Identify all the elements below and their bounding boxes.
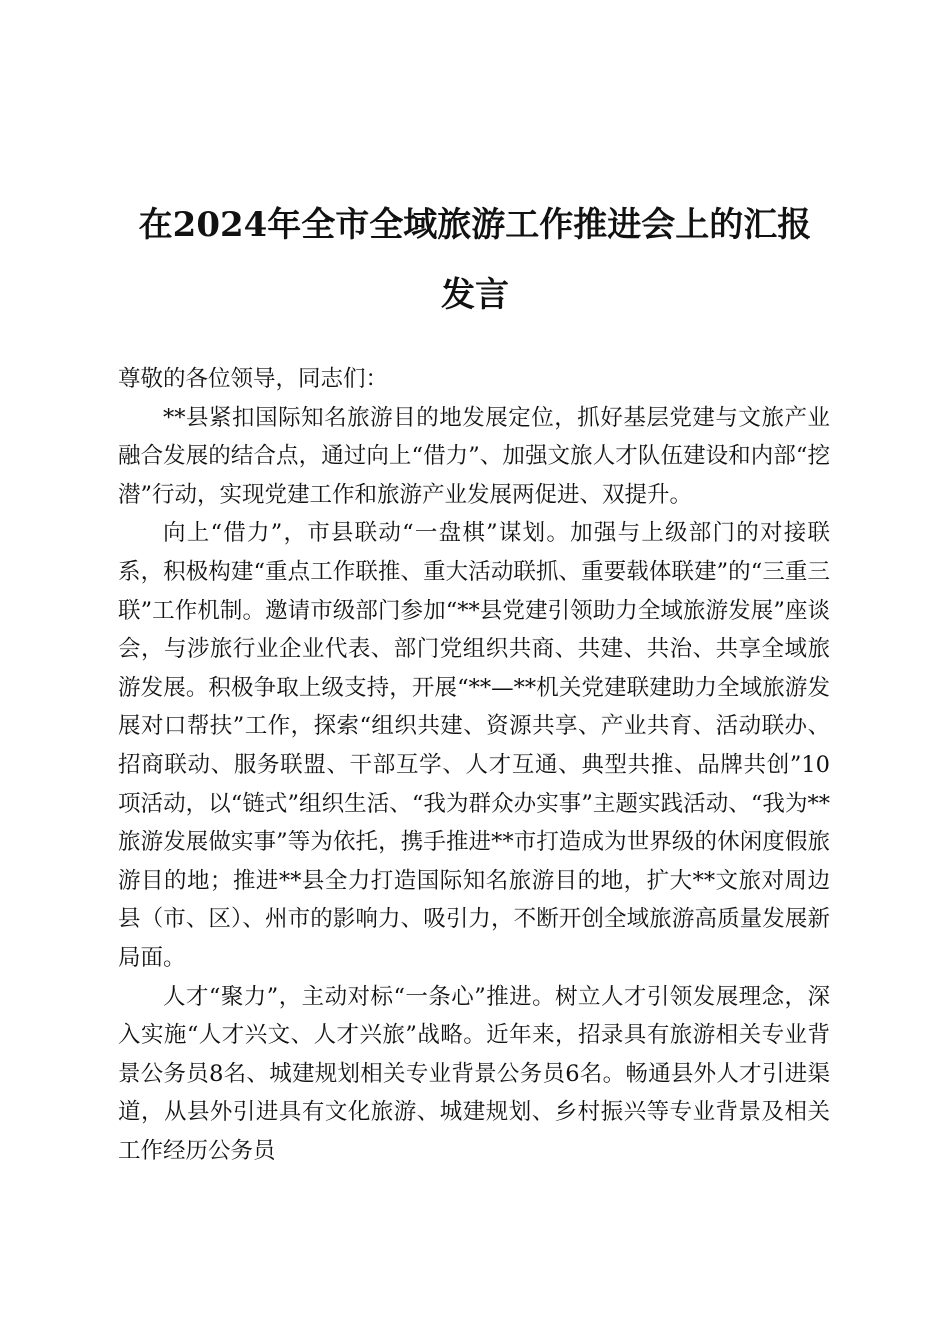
document-body: [118, 360, 830, 1170]
paragraph-talent: 人才“聚力”，主动对标“一条心”推进。树立人才引领发展理念，深入实施“人才兴文、人才兴旅”战略。近年来，招录具有旅游相关专业背景公务员8名、城建规划相关专业背景公务员6名。畅通县外人才引进渠道，从县外引进具有文化旅游、城建规划、乡村振兴等专业背景及相关工作经历公务员: [118, 983, 830, 1164]
title-line-1: 在2024年全市全域旅游工作推进会上的汇报: [138, 205, 812, 245]
salutation: 尊敬的各位领导，同志们：: [118, 366, 389, 392]
paragraph-borrow-strength: 向上“借力”，市县联动“一盘棋”谋划。加强与上级部门的对接联系，积极构建“重点工作联推、重大活动联抓、重要载体联建”的“三重三联”工作机制。邀请市级部门参加“**县党建引领助力全域旅游发展”座谈会，与涉旅行业企业代表、部门党组织共商、共建、共治、共享全域旅游发展。积极争取上级支持，开展“**—**机关党建联建助力全域旅游发展对口帮扶”工作，探索“组织共建、资源共享、产业共育、活动联办、招商联动、服务联盟、干部互学、人才互通、典型共推、品牌共创”10项活动，以“链式”组织生活、“我为群众办实事”主题实践活动、“我为**旅游发展做实事”等为依托，携手推进**市打造成为世界级的休闲度假旅游目的地；推进**县全力打造国际知名旅游目的地，扩大**文旅对周边县（市、区）、州市的影响力、吸引力，不断开创全域旅游高质量发展新局面。: [118, 520, 830, 971]
title-line-2: 发言: [441, 275, 509, 315]
document-title: [118, 190, 832, 330]
paragraph-intro: **县紧扣国际知名旅游目的地发展定位，抓好基层党建与文旅产业融合发展的结合点，通过向上“借力”、加强文旅人才队伍建设和内部“挖潜”行动，实现党建工作和旅游产业发展两促进、双提升。: [118, 404, 830, 508]
